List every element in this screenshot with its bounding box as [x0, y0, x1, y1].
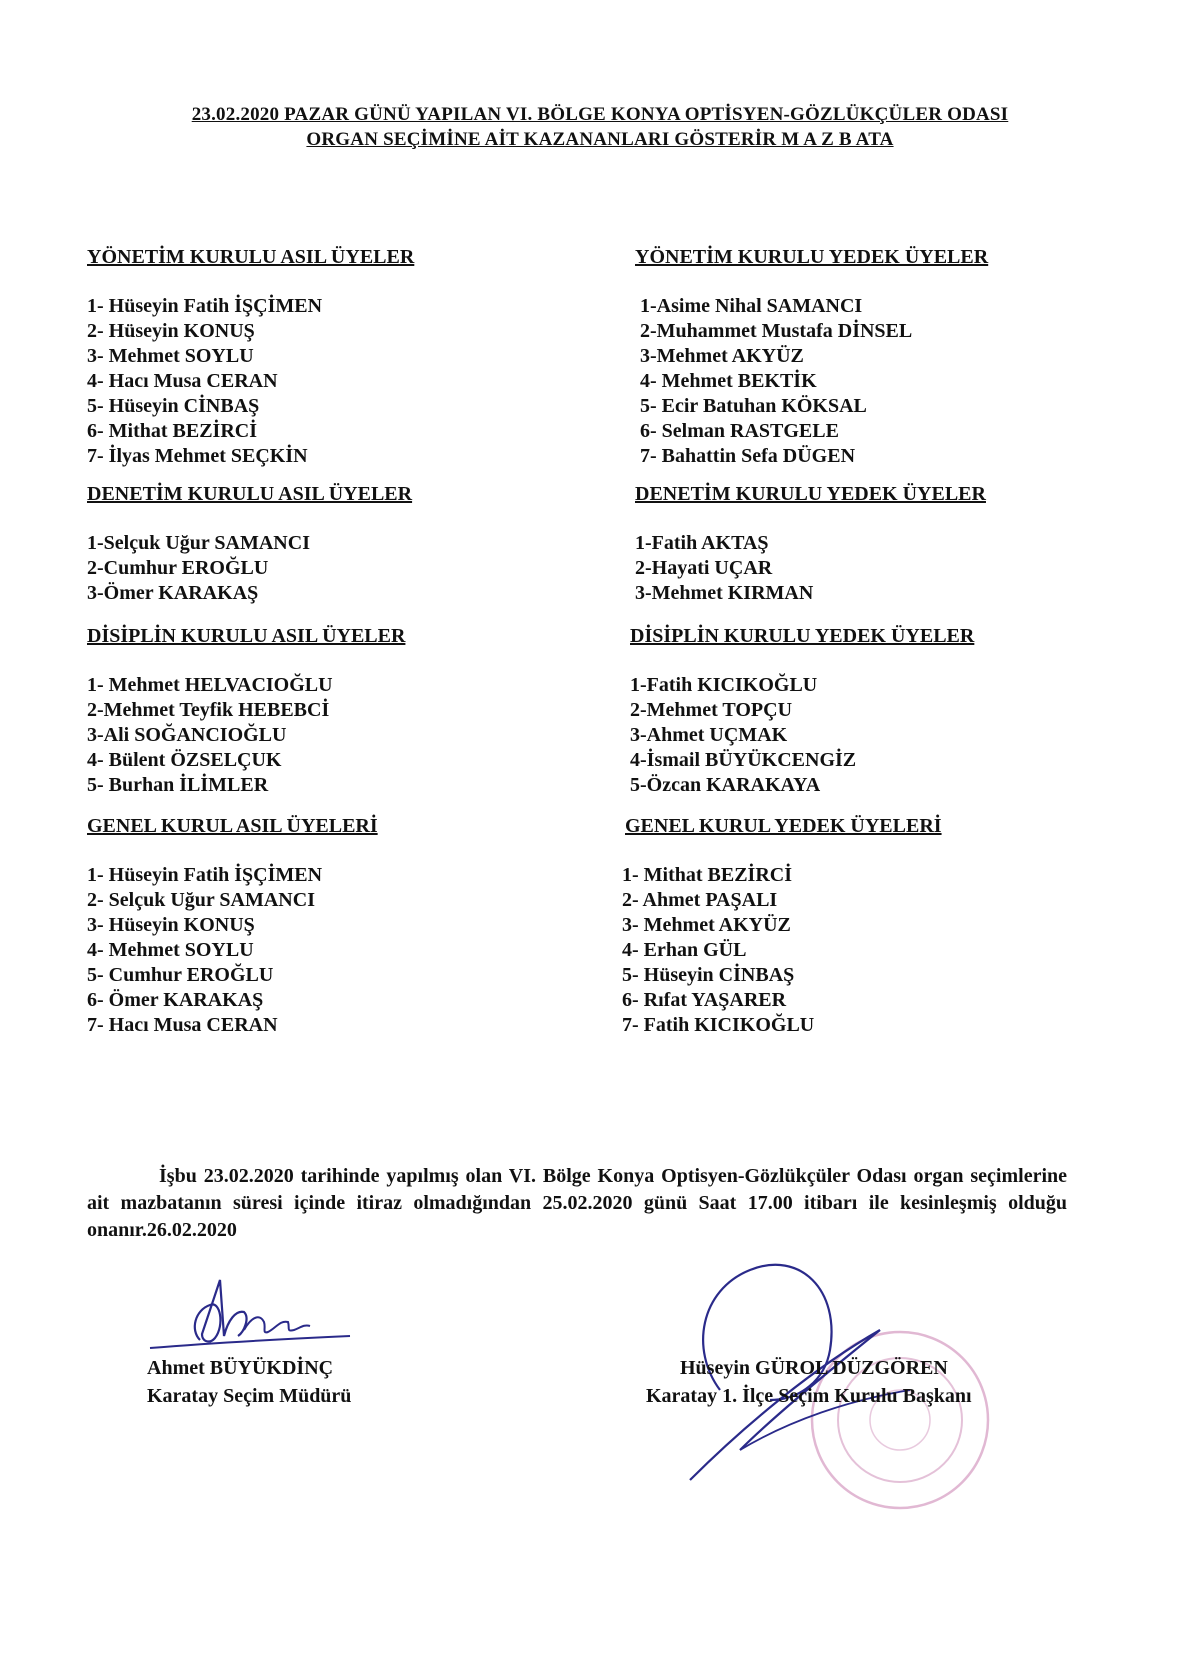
section-title-genel-yedek: GENEL KURUL YEDEK ÜYELERİ: [625, 815, 942, 837]
list-item: 2-Mehmet Teyfik HEBEBCİ: [87, 699, 330, 721]
list-item: 4- Erhan GÜL: [622, 939, 747, 961]
list-genel-yedek: [622, 863, 814, 1038]
list-yonetim-yedek: [640, 294, 912, 469]
list-denetim-asil: [87, 531, 310, 606]
list-item: 7- Bahattin Sefa DÜGEN: [640, 445, 856, 467]
signature-right-role: Karatay 1. İlçe Seçim Kurulu Başkanı: [646, 1385, 972, 1407]
list-item: 3-Ali SOĞANCIOĞLU: [87, 724, 287, 746]
list-item: 2-Cumhur EROĞLU: [87, 557, 269, 579]
approval-statement-text: İşbu 23.02.2020 tarihinde yapılmış olan VI. Bölge Konya Optisyen-Gözlükçüler Odası organ seçimlerine ait mazbatanın süresi içinde itiraz olmadığından 25.02.2020 günü Saat 17.00 itibarı ile kesinleşmiş olduğu onanır.26.02.2020: [87, 1165, 1067, 1241]
list-item: 6- Selman RASTGELE: [640, 420, 839, 442]
section-title-yonetim-asil: YÖNETİM KURULU ASIL ÜYELER: [87, 246, 415, 268]
section-title-disiplin-asil: DİSİPLİN KURULU ASIL ÜYELER: [87, 625, 406, 647]
document-title-line-1: 23.02.2020 PAZAR GÜNÜ YAPILAN VI. BÖLGE KONYA OPTİSYEN-GÖZLÜKÇÜLER ODASI: [191, 104, 1009, 125]
list-item: 1-Fatih KICIKOĞLU: [630, 674, 818, 696]
section-title-denetim-asil: DENETİM KURULU ASIL ÜYELER: [87, 483, 413, 505]
document-title-line-2: ORGAN SEÇİMİNE AİT KAZANANLARI GÖSTERİR M A Z B ATA: [306, 129, 894, 150]
list-yonetim-asil: [87, 294, 322, 469]
list-item: 2-Hayati UÇAR: [635, 557, 773, 579]
signature-right-name: Hüseyin GÜROL DÜZGÖREN: [680, 1357, 948, 1379]
list-disiplin-asil: [87, 673, 333, 798]
list-item: 1- Mithat BEZİRCİ: [622, 864, 793, 886]
list-item: 3- Mehmet SOYLU: [87, 345, 254, 367]
section-title-denetim-yedek: DENETİM KURULU YEDEK ÜYELER: [635, 483, 986, 505]
list-item: 4- Bülent ÖZSELÇUK: [87, 749, 282, 771]
list-item: 4- Hacı Musa CERAN: [87, 370, 278, 392]
list-item: 5- Hüseyin CİNBAŞ: [622, 964, 795, 986]
list-item: 2-Muhammet Mustafa DİNSEL: [640, 320, 913, 342]
list-item: 3-Mehmet AKYÜZ: [640, 345, 804, 367]
list-item: 1-Selçuk Uğur SAMANCI: [87, 532, 310, 554]
list-item: 3-Ahmet UÇMAK: [630, 724, 788, 746]
list-item: 6- Mithat BEZİRCİ: [87, 420, 258, 442]
list-item: 4- Mehmet BEKTİK: [640, 370, 817, 392]
list-item: 3-Mehmet KIRMAN: [635, 582, 814, 604]
list-item: 1- Hüseyin Fatih İŞÇİMEN: [87, 295, 323, 317]
list-item: 7- Hacı Musa CERAN: [87, 1014, 278, 1036]
list-denetim-yedek: [635, 531, 813, 606]
list-item: 1- Hüseyin Fatih İŞÇİMEN: [87, 864, 323, 886]
list-item: 6- Rıfat YAŞARER: [622, 989, 787, 1011]
list-item: 4- Mehmet SOYLU: [87, 939, 254, 961]
list-genel-asil: [87, 863, 322, 1038]
list-item: 7- Fatih KICIKOĞLU: [622, 1014, 815, 1036]
list-item: 1-Asime Nihal SAMANCI: [640, 295, 863, 317]
list-disiplin-yedek: [630, 673, 856, 798]
list-item: 6- Ömer KARAKAŞ: [87, 989, 264, 1011]
list-item: 7- İlyas Mehmet SEÇKİN: [87, 445, 308, 467]
signature-left-name: Ahmet BÜYÜKDİNÇ: [147, 1357, 334, 1379]
list-item: 5- Burhan İLİMLER: [87, 774, 269, 796]
list-item: 5- Cumhur EROĞLU: [87, 964, 274, 986]
list-item: 3- Hüseyin KONUŞ: [87, 914, 255, 936]
section-title-disiplin-yedek: DİSİPLİN KURULU YEDEK ÜYELER: [630, 625, 975, 647]
list-item: 5-Özcan KARAKAYA: [630, 774, 821, 796]
list-item: 5- Hüseyin CİNBAŞ: [87, 395, 260, 417]
section-title-genel-asil: GENEL KURUL ASIL ÜYELERİ: [87, 815, 378, 837]
list-item: 3- Mehmet AKYÜZ: [622, 914, 791, 936]
list-item: 4-İsmail BÜYÜKCENGİZ: [630, 749, 857, 771]
list-item: 2- Ahmet PAŞALI: [622, 889, 778, 911]
list-item: 3-Ömer KARAKAŞ: [87, 582, 259, 604]
list-item: 5- Ecir Batuhan KÖKSAL: [640, 395, 867, 417]
list-item: 2- Selçuk Uğur SAMANCI: [87, 889, 315, 911]
approval-statement: [87, 1163, 1067, 1244]
list-item: 1- Mehmet HELVACIOĞLU: [87, 674, 333, 696]
signature-left-graphic: [140, 1270, 360, 1360]
list-item: 2-Mehmet TOPÇU: [630, 699, 793, 721]
list-item: 2- Hüseyin KONUŞ: [87, 320, 255, 342]
list-item: 1-Fatih AKTAŞ: [635, 532, 769, 554]
signature-left-role: Karatay Seçim Müdürü: [147, 1385, 352, 1407]
section-title-yonetim-yedek: YÖNETİM KURULU YEDEK ÜYELER: [635, 246, 989, 268]
